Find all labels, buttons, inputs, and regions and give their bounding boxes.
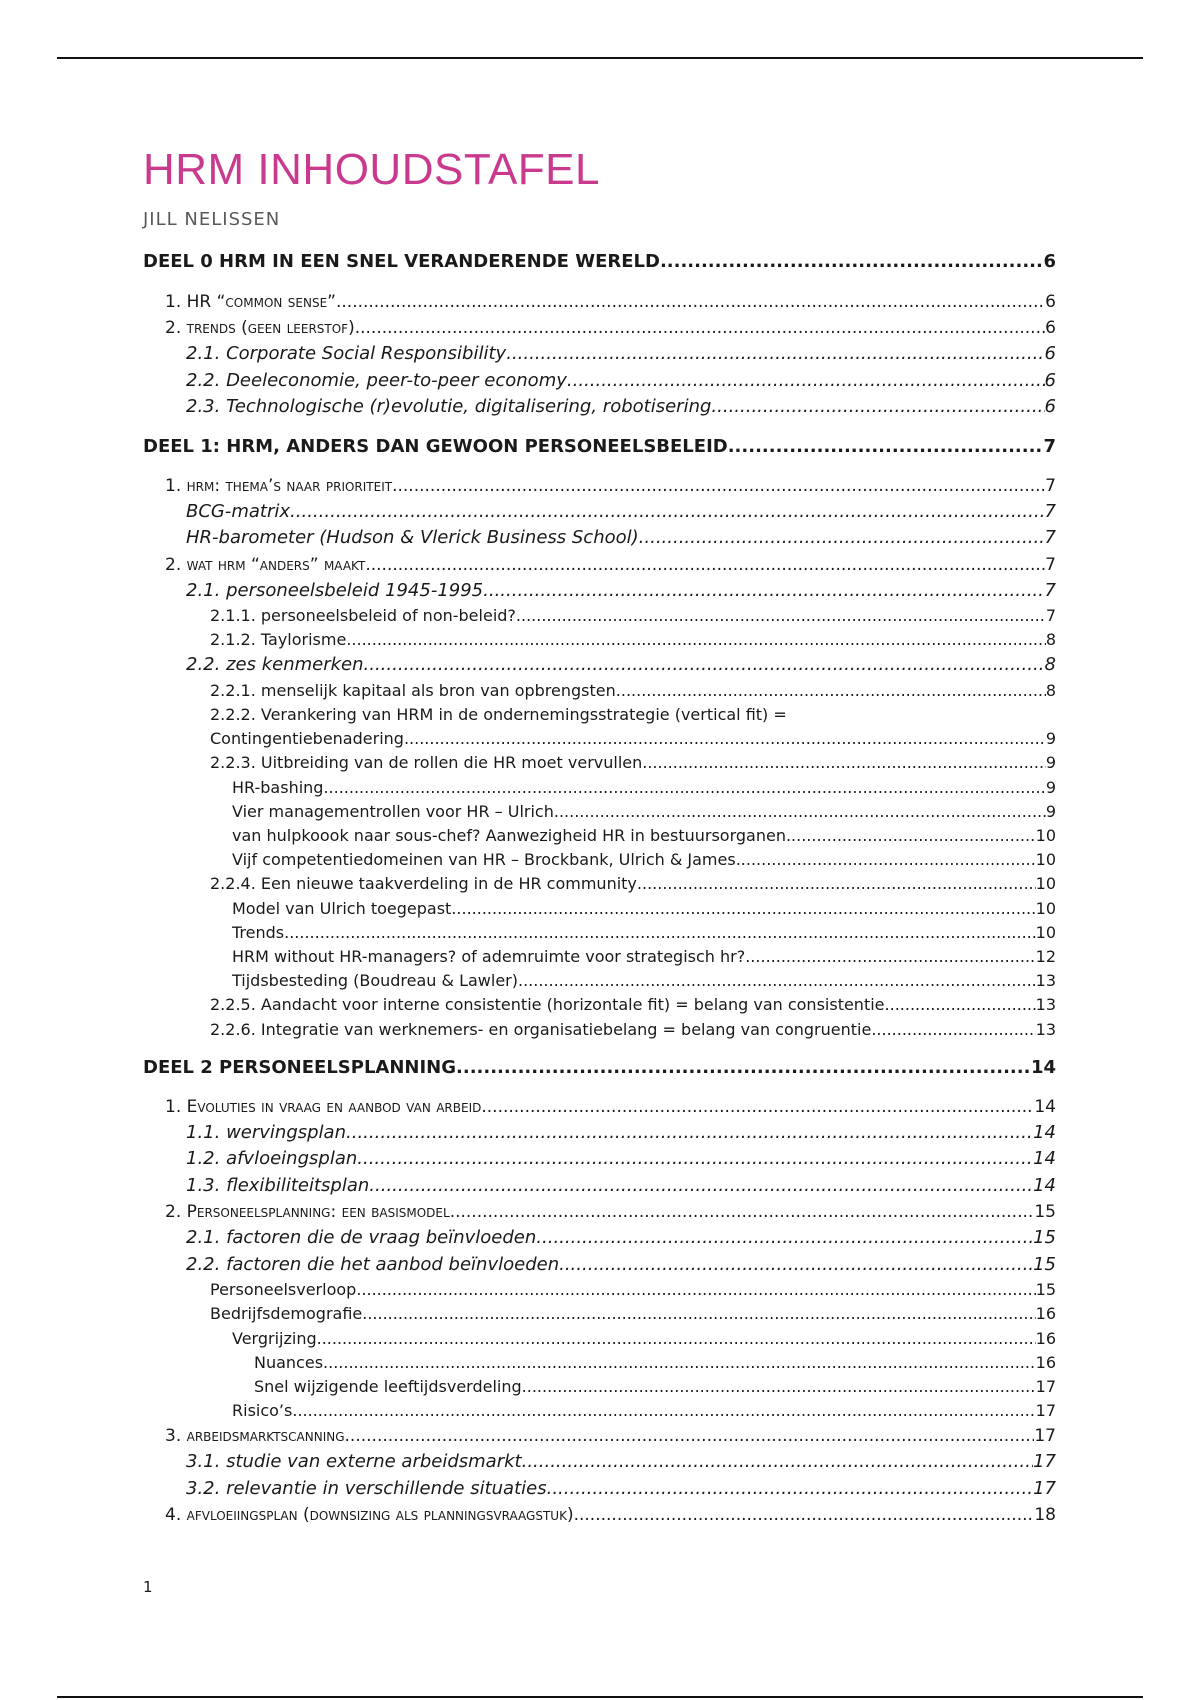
toc-entry-title: HRM without HR-managers? of ademruimte voor strategisch hr? — [232, 946, 746, 966]
toc-level3[interactable] — [143, 679, 1056, 703]
toc-entry-page: 10 — [1035, 874, 1056, 894]
toc-entry-page: 16 — [1035, 1304, 1056, 1324]
toc-entry-title: 2.2.1. menselijk kapitaal als bron van opbrengsten — [210, 680, 616, 700]
dot-leader — [786, 824, 1036, 848]
toc-entry-page: 6 — [1044, 369, 1056, 391]
toc-entry-title: DEEL 2 PERSONEELSPLANNING — [143, 1056, 457, 1078]
footer-rule — [57, 1696, 1143, 1698]
dot-leader — [284, 921, 1036, 945]
toc-entry-page: 14 — [1033, 1174, 1056, 1196]
toc-section[interactable] — [143, 315, 1056, 341]
toc-entry-page: 6 — [1044, 343, 1056, 364]
dot-leader — [642, 751, 1046, 775]
toc-entry-number: 1. — [165, 1096, 187, 1117]
toc-entry-title: 2.1. Corporate Social Responsibility — [186, 343, 507, 364]
dot-leader — [365, 552, 1045, 578]
dot-leader — [481, 1094, 1034, 1120]
toc-entry-title: DEEL 0 HRM IN EEN SNEL VERANDERENDE WERELD — [143, 251, 660, 272]
toc-entry-title: hrm: thema’s naar prioriteit — [186, 475, 393, 496]
dot-leader — [346, 628, 1046, 652]
toc-level3[interactable] — [143, 604, 1056, 628]
dot-leader — [451, 897, 1035, 921]
toc-entry-page: 9 — [1045, 777, 1056, 797]
toc-entry-title: 2.2.3. Uitbreiding van de rollen die HR moet vervullen — [210, 753, 643, 773]
toc-entry-title: 3.2. relevantie in verschillende situaties — [186, 1477, 547, 1499]
toc-entry-page: 13 — [1035, 971, 1056, 991]
dot-leader — [518, 969, 1036, 993]
toc-entry-page: 10 — [1035, 898, 1056, 918]
toc-entry-title: arbeidsmarktscanning — [186, 1426, 345, 1447]
toc-entry-number: 3. — [165, 1426, 187, 1447]
dot-leader — [745, 945, 1035, 969]
toc-entry-title: HR “common sense” — [186, 292, 336, 312]
toc-subsection[interactable] — [143, 368, 1056, 395]
toc-page — [143, 140, 1056, 1528]
dot-leader — [616, 679, 1046, 703]
toc-entry-page: 6 — [1045, 292, 1056, 312]
toc-entry-page: 10 — [1035, 850, 1056, 870]
toc-level4[interactable] — [143, 1399, 1056, 1423]
dot-leader — [559, 1252, 1033, 1279]
dot-leader — [547, 1476, 1033, 1503]
dot-leader — [336, 289, 1045, 315]
toc-entry-page: 6 — [1044, 396, 1056, 417]
dot-leader — [660, 248, 1044, 276]
toc-entry-page: 17 — [1034, 1426, 1056, 1447]
dot-leader — [736, 848, 1036, 872]
toc-entry-title: Snel wijzigende leeftijdsverdeling — [254, 1376, 522, 1396]
dot-leader — [711, 394, 1044, 421]
toc-subsection[interactable] — [143, 1449, 1056, 1476]
toc-subsection[interactable] — [143, 652, 1056, 679]
toc-entry-title: Trends — [232, 922, 285, 942]
toc-entry-title: 2.2. factoren die het aanbod beïnvloeden — [186, 1253, 560, 1275]
toc-subsection[interactable] — [143, 499, 1056, 526]
toc-entry-title: 2.1.1. personeelsbeleid of non-beleid? — [210, 606, 516, 625]
toc-entry-title: BCG-matrix — [186, 500, 291, 522]
dot-leader — [567, 368, 1045, 395]
dot-leader — [346, 1120, 1033, 1147]
toc-level3-line1[interactable]: 2.2.2. Verankering van HRM in de ondernemingsstrategie (vertical fit) = — [210, 705, 787, 725]
toc-entry-page: 14 — [1034, 1096, 1056, 1117]
toc-level3[interactable] — [143, 751, 1056, 775]
toc-entry-page: 15 — [1035, 1280, 1056, 1300]
toc-entry-title: HR-barometer (Hudson & Vlerick Business School) — [186, 527, 639, 548]
toc-entry-title: trends (geen leerstof) — [186, 318, 355, 338]
toc-entry-page: 17 — [1035, 1376, 1056, 1396]
toc-entry-title: 3.1. studie van externe arbeidsmarkt — [186, 1451, 522, 1473]
dot-leader — [317, 1327, 1036, 1351]
toc-entry-page: 16 — [1035, 1328, 1056, 1348]
toc-level4[interactable] — [143, 921, 1056, 945]
toc-level3[interactable] — [143, 1302, 1056, 1326]
toc-entry-title: Nuances — [254, 1352, 324, 1372]
toc-entry-title: van hulpkoook naar sous-chef? Aanwezigheid HR in bestuursorganen — [232, 826, 786, 845]
dot-leader — [345, 1423, 1035, 1449]
dot-leader — [362, 1302, 1035, 1326]
toc-entry-title: 2.1.2. Taylorisme — [210, 630, 347, 650]
toc-entry-title: 2.1. personeelsbeleid 1945-1995 — [186, 579, 484, 601]
dot-leader — [355, 315, 1045, 341]
toc-entry-page: 7 — [1045, 554, 1056, 575]
toc-level4[interactable] — [143, 969, 1056, 993]
dot-leader — [369, 1173, 1033, 1200]
toc-entry-title: Tijdsbesteding (Boudreau & Lawler) — [232, 971, 518, 991]
toc-section[interactable] — [143, 1423, 1056, 1449]
toc-entry-title: Personeelsplanning: een basismodel — [186, 1202, 450, 1223]
toc-section[interactable] — [143, 473, 1056, 499]
toc-entry-page: 13 — [1035, 1019, 1056, 1039]
toc-subsection[interactable] — [143, 1252, 1056, 1279]
toc-entry-page: 15 — [1034, 1202, 1056, 1223]
toc-entry-page: 7 — [1044, 527, 1056, 548]
dot-leader — [639, 525, 1045, 552]
toc-level4[interactable] — [143, 897, 1056, 921]
dot-leader — [516, 604, 1046, 628]
toc-section[interactable] — [143, 552, 1056, 578]
toc-entry-title: Personeelsverloop — [210, 1280, 357, 1300]
toc-entry-page: 15 — [1033, 1227, 1056, 1249]
dot-leader — [292, 1399, 1035, 1423]
toc-subsection[interactable] — [143, 1146, 1056, 1173]
toc-part-1[interactable] — [143, 433, 1056, 461]
toc-entry-page: 13 — [1035, 995, 1056, 1015]
toc-entry-page: 15 — [1033, 1253, 1056, 1275]
toc-entry-page: 14 — [1033, 1148, 1056, 1170]
toc-entry-title: 2.2. Deeleconomie, peer-to-peer economy — [186, 369, 567, 391]
toc-level4[interactable] — [143, 848, 1056, 872]
toc-entry-page: 8 — [1045, 630, 1056, 650]
toc-entry-page: 9 — [1045, 753, 1056, 773]
dot-leader — [357, 1146, 1033, 1173]
toc-entry-number: 4. — [165, 1505, 187, 1526]
dot-leader — [356, 1278, 1035, 1302]
dot-leader — [885, 993, 1036, 1017]
dot-leader — [323, 776, 1045, 800]
toc-entry-page: 6 — [1045, 318, 1056, 338]
toc-level3[interactable] — [143, 628, 1056, 652]
toc-level4[interactable] — [143, 800, 1056, 824]
toc-level3[interactable] — [143, 727, 1056, 751]
toc-part-0[interactable] — [143, 248, 1056, 276]
toc-entry-title: 2.3. Technologische (r)evolutie, digitalisering, robotisering — [186, 396, 712, 417]
toc-level4[interactable] — [143, 776, 1056, 800]
toc-entry-title: Vier managementrollen voor HR – Ulrich — [232, 801, 554, 821]
dot-leader — [637, 872, 1036, 896]
toc-entry-page: 14 — [1030, 1056, 1056, 1078]
toc-entry-title: DEEL 1: HRM, ANDERS DAN GEWOON PERSONEELSBELEID — [143, 435, 728, 457]
toc-level3[interactable] — [143, 1278, 1056, 1302]
toc-entry-title: Contingentiebenadering — [210, 729, 404, 749]
dot-leader — [522, 1449, 1034, 1476]
toc-subsection[interactable] — [143, 578, 1056, 605]
toc-entry-title: 1.1. wervingsplan — [186, 1121, 346, 1143]
toc-entry-page: 10 — [1035, 922, 1056, 942]
toc-entry-title: HR-bashing — [232, 777, 324, 797]
toc-level3[interactable] — [143, 872, 1056, 896]
toc-entry-page: 8 — [1044, 654, 1056, 676]
toc-entry-number: 1. — [165, 292, 187, 312]
toc-section[interactable] — [143, 1502, 1056, 1528]
toc-entry-page: 6 — [1043, 251, 1056, 272]
toc-entry-number: 2. — [165, 318, 187, 338]
toc-entry-page: 7 — [1045, 475, 1056, 496]
toc-entry-page: 14 — [1033, 1121, 1056, 1143]
toc-entry-title: 2.2.6. Integratie van werknemers- en organisatiebelang = belang van congruentie — [210, 1019, 872, 1039]
toc-entry-title: Vergrijzing — [232, 1328, 317, 1348]
toc-entry-title: Evoluties in vraag en aanbod van arbeid — [186, 1096, 482, 1117]
toc-entry-page: 8 — [1045, 680, 1056, 700]
toc-part-2[interactable] — [143, 1054, 1056, 1082]
toc-subsection[interactable] — [143, 1476, 1056, 1503]
toc-entry-page: 17 — [1033, 1451, 1056, 1473]
toc-entry-page: 16 — [1035, 1352, 1056, 1372]
dot-leader — [871, 1018, 1035, 1042]
toc-level5[interactable] — [143, 1375, 1056, 1399]
toc-entry-number: 2. — [165, 554, 187, 575]
dot-leader — [536, 1225, 1033, 1252]
toc-entry-title: Risico’s — [232, 1401, 293, 1421]
toc-entry-title: 2.2.5. Aandacht voor interne consistentie (horizontale fit) = belang van consistentie — [210, 995, 885, 1015]
toc-level4[interactable] — [143, 945, 1056, 969]
dot-leader — [506, 341, 1044, 368]
dot-leader — [483, 578, 1044, 605]
toc-entry-number: 1. — [165, 475, 187, 496]
page-number: 1 — [143, 1578, 153, 1596]
dot-leader — [290, 499, 1045, 526]
toc-entry-title: wat hrm “anders” maakt — [186, 554, 366, 575]
toc-entry-title: 2.2. zes kenmerken — [186, 654, 364, 676]
toc-entry-title: 2.1. factoren die de vraag beïnvloeden — [186, 1227, 537, 1249]
toc-section[interactable] — [143, 289, 1056, 315]
dot-leader — [554, 800, 1046, 824]
toc-entry-number: 2. — [165, 1202, 187, 1223]
toc-entry-page: 12 — [1035, 946, 1056, 966]
header-rule — [57, 57, 1143, 59]
dot-leader — [522, 1375, 1036, 1399]
dot-leader — [456, 1054, 1031, 1082]
toc-entry-title: Bedrijfsdemografie — [210, 1304, 363, 1324]
dot-leader — [728, 433, 1044, 461]
toc-subsection[interactable] — [143, 394, 1056, 421]
toc-entry-page: 7 — [1044, 500, 1056, 522]
toc-level3[interactable] — [143, 1018, 1056, 1042]
author-name: JILL NELISSEN — [143, 209, 281, 230]
toc-subsection[interactable] — [143, 525, 1056, 552]
toc-subsection[interactable] — [143, 1120, 1056, 1147]
toc-entry-page: 17 — [1033, 1477, 1056, 1499]
toc-entry-page: 10 — [1035, 826, 1056, 845]
toc-entry-title: 2.2.4. Een nieuwe taakverdeling in de HR community — [210, 874, 637, 894]
toc-entry-title: 1.3. flexibiliteitsplan — [186, 1174, 370, 1196]
dot-leader — [404, 727, 1046, 751]
toc-subsection[interactable] — [143, 341, 1056, 368]
toc-subsection[interactable] — [143, 1225, 1056, 1252]
toc-entry-page: 7 — [1045, 606, 1056, 625]
toc-section[interactable] — [143, 1094, 1056, 1120]
toc-entry-title: Model van Ulrich toegepast — [232, 898, 452, 918]
toc-entry-title: afvloeiingsplan (downsizing als planningsvraagstuk) — [186, 1505, 574, 1526]
toc-entry-page: 17 — [1035, 1401, 1056, 1421]
dot-leader — [574, 1502, 1035, 1528]
toc-subsection[interactable] — [143, 1173, 1056, 1200]
toc-section[interactable] — [143, 1199, 1056, 1225]
toc-entry-title: 1.2. afvloeingsplan — [186, 1148, 358, 1170]
toc-level3[interactable] — [143, 993, 1056, 1017]
toc-level4[interactable] — [143, 824, 1056, 848]
document-title: HRM INHOUDSTAFEL — [143, 145, 600, 194]
dot-leader — [392, 473, 1045, 499]
toc-level5[interactable] — [143, 1351, 1056, 1375]
toc-entry-page: 7 — [1043, 435, 1056, 457]
toc-entry-page: 9 — [1045, 801, 1056, 821]
toc-level4[interactable] — [143, 1327, 1056, 1351]
dot-leader — [323, 1351, 1036, 1375]
toc-entry-title: Vijf competentiedomeinen van HR – Brockbank, Ulrich & James — [232, 850, 736, 870]
dot-leader — [450, 1199, 1035, 1225]
dot-leader — [364, 652, 1045, 679]
toc-entry-page: 9 — [1045, 729, 1056, 749]
toc-entry-page: 18 — [1034, 1505, 1056, 1526]
toc-entry-page: 7 — [1044, 579, 1056, 601]
